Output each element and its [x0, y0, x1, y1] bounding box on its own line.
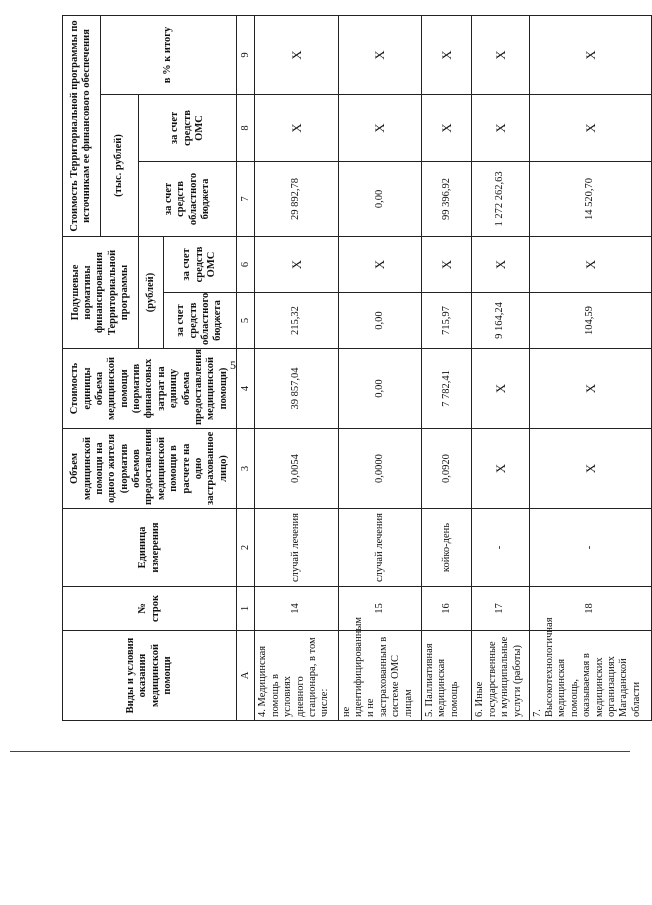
- row-name: 6. Иные государственные и муниципальные услуги (работы): [472, 631, 529, 721]
- header-percent: в % к итогу: [100, 15, 236, 94]
- row-volume: 0,0054: [255, 429, 338, 509]
- table-rotation-frame: [62, 16, 652, 721]
- col-number: 1: [237, 587, 255, 631]
- row-pc-oms: Х: [338, 236, 421, 292]
- row-line: 18: [529, 587, 651, 631]
- row-pc-budget: 215,32: [255, 293, 338, 349]
- table-rotated-content: [62, 16, 652, 721]
- header-unit-cost: Стоимость единицы объема медицинской помощи (норматив финансовых затрат на единицу объема предоставления медицинской помощи): [63, 349, 237, 429]
- row-volume: 0,0000: [338, 429, 421, 509]
- row-cost: 39 857,04: [255, 349, 338, 429]
- col-number: 5: [237, 293, 255, 349]
- row-unit: койко-день: [421, 509, 471, 587]
- table-row: [338, 15, 421, 720]
- col-number: 7: [237, 161, 255, 236]
- row-total-oms: Х: [529, 94, 651, 161]
- row-name: 7. Высокотехнологичная медицинская помощь, оказываемая в медицинских организациях Магаданской области: [529, 631, 651, 721]
- row-name: не идентифицированным и не застрахованным в системе ОМС лицам: [338, 631, 421, 721]
- row-pc-budget: 0,00: [338, 293, 421, 349]
- header-kinds: Виды и условия оказания медицинской помощи: [63, 631, 237, 721]
- header-pc-budget: за счет средств областного бюджета: [163, 293, 237, 349]
- header-per-capita-group: Подушевые нормативы финансирования Территориальной программы: [63, 236, 139, 348]
- row-pc-oms: Х: [472, 236, 529, 292]
- row-total-oms: Х: [255, 94, 338, 161]
- col-number: 2: [237, 509, 255, 587]
- header-unit-thousand: (тыс. рублей): [100, 94, 139, 236]
- col-number: 4: [237, 349, 255, 429]
- row-percent: Х: [255, 15, 338, 94]
- col-number: 8: [237, 94, 255, 161]
- header-pc-oms: за счет средств ОМС: [163, 236, 237, 292]
- row-total-budget: 29 892,78: [255, 161, 338, 236]
- row-total-budget: 0,00: [338, 161, 421, 236]
- table-row: [255, 15, 338, 720]
- row-total-oms: Х: [472, 94, 529, 161]
- row-line: 15: [338, 587, 421, 631]
- row-volume: 0,0920: [421, 429, 471, 509]
- table-row: [472, 15, 529, 720]
- page-number: 5: [230, 358, 236, 372]
- row-unit: случай лечения: [255, 509, 338, 587]
- row-pc-budget: 9 164,24: [472, 293, 529, 349]
- row-name: 5. Паллиативная медицинская помощь: [421, 631, 471, 721]
- row-total-budget: 99 396,92: [421, 161, 471, 236]
- row-total-budget: 14 520,70: [529, 161, 651, 236]
- row-line: 14: [255, 587, 338, 631]
- row-pc-budget: 715,97: [421, 293, 471, 349]
- row-unit: -: [529, 509, 651, 587]
- row-pc-oms: Х: [421, 236, 471, 292]
- row-percent: Х: [529, 15, 651, 94]
- row-cost: 0,00: [338, 349, 421, 429]
- row-cost: Х: [472, 349, 529, 429]
- col-number: 6: [237, 236, 255, 292]
- col-number: 3: [237, 429, 255, 509]
- row-unit: случай лечения: [338, 509, 421, 587]
- row-pc-oms: Х: [529, 236, 651, 292]
- header-volume: Объем медицинской помощи на одного жителя (норматив объемов предоставления медицинской помощи в расчете на одно застрахованное лицо): [63, 429, 237, 509]
- row-pc-oms: Х: [255, 236, 338, 292]
- row-unit: -: [472, 509, 529, 587]
- row-cost: 7 782,41: [421, 349, 471, 429]
- row-total-budget: 1 272 262,63: [472, 161, 529, 236]
- row-percent: Х: [472, 15, 529, 94]
- header-total-oms: за счет средств ОМС: [139, 94, 237, 161]
- col-number: А: [237, 631, 255, 721]
- row-total-oms: Х: [338, 94, 421, 161]
- row-total-oms: Х: [421, 94, 471, 161]
- row-line: 17: [472, 587, 529, 631]
- row-line: 16: [421, 587, 471, 631]
- column-numbers-row: [237, 15, 255, 720]
- header-unit: Единица измерения: [63, 509, 237, 587]
- table-row: [421, 15, 471, 720]
- row-cost: Х: [529, 349, 651, 429]
- row-name: 4. Медицинская помощь в условиях дневного стационара, в том числе:: [255, 631, 338, 721]
- col-number: 9: [237, 15, 255, 94]
- funding-table: [62, 15, 652, 721]
- row-percent: Х: [338, 15, 421, 94]
- row-percent: Х: [421, 15, 471, 94]
- row-pc-budget: 104,59: [529, 293, 651, 349]
- header-total-budget: за счет средств областного бюджета: [139, 161, 237, 236]
- table-row: [529, 15, 651, 720]
- header-program-cost-group: Стоимость Территориальной программы по источникам ее финансового обеспечения: [63, 15, 101, 236]
- header-line-number: № строк: [63, 587, 237, 631]
- row-volume: Х: [472, 429, 529, 509]
- row-volume: Х: [529, 429, 651, 509]
- page-divider: [10, 751, 630, 752]
- header-unit-rub: (рублей): [139, 236, 163, 348]
